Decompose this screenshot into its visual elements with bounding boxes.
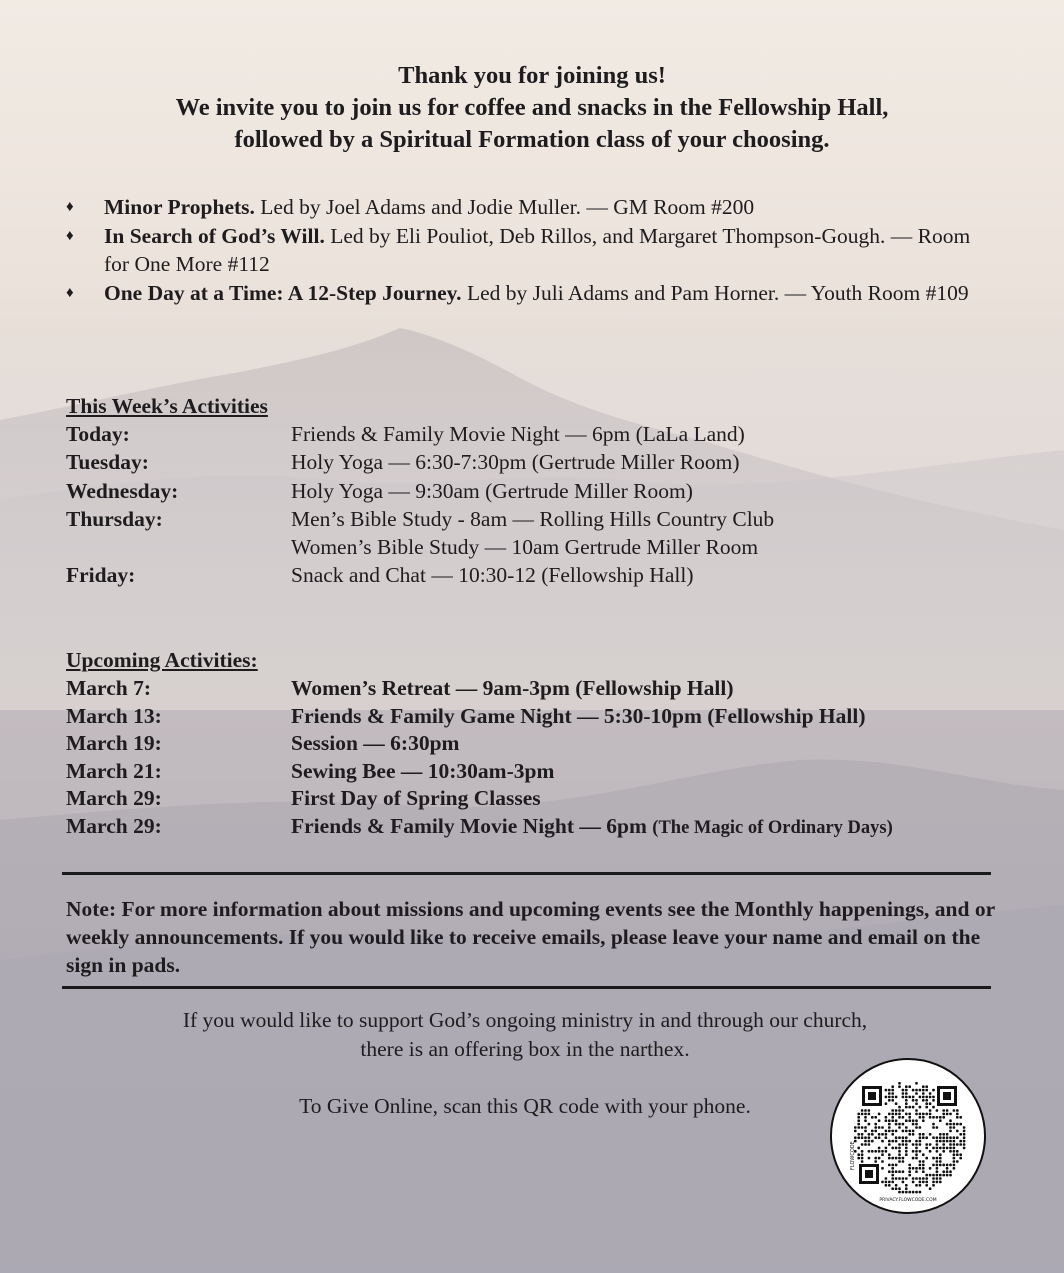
schedule-event: Sewing Bee — 10:30am-3pm bbox=[291, 758, 555, 783]
schedule-date: March 21: bbox=[66, 758, 162, 783]
schedule-day: Thursday: bbox=[66, 506, 163, 531]
diamond-bullet-icon: ♦ bbox=[66, 199, 74, 215]
qr-bottom-text: PRIVACY.FLOWCODE.COM bbox=[879, 1198, 937, 1203]
give-online-text: To Give Online, scan this QR code with your phone. bbox=[299, 1094, 751, 1118]
support-line-1: If you would like to support God’s ongoing ministry in and through our church, bbox=[182, 1008, 868, 1032]
schedule-event: Snack and Chat — 10:30-12 (Fellowship Hall) bbox=[291, 563, 694, 588]
intro-line-3: followed by a Spiritual Formation class of your choosing. bbox=[234, 126, 830, 153]
schedule-date: March 29: bbox=[66, 786, 162, 811]
this-week-schedule bbox=[66, 420, 1006, 590]
class-title: Minor Prophets. bbox=[104, 195, 255, 219]
table-row bbox=[66, 477, 1006, 505]
schedule-event: Holy Yoga — 6:30-7:30pm (Gertrude Miller Room) bbox=[291, 450, 740, 475]
schedule-date: March 19: bbox=[66, 731, 162, 756]
qr-code-icon[interactable] bbox=[830, 1058, 986, 1214]
diamond-bullet-icon: ♦ bbox=[66, 284, 74, 301]
schedule-event: Holy Yoga — 9:30am (Gertrude Miller Room) bbox=[291, 478, 693, 503]
schedule-event-subtitle: (The Magic of Ordinary Days) bbox=[652, 817, 893, 838]
support-message bbox=[0, 1006, 1050, 1063]
class-details: Led by Eli Pouliot, Deb Rillos, and Margaret Thompson-Gough. — Room for One More #112 bbox=[104, 223, 971, 276]
list-item bbox=[66, 279, 986, 308]
table-row bbox=[66, 533, 1006, 561]
schedule-event-group bbox=[291, 812, 893, 842]
schedule-day: Tuesday: bbox=[66, 450, 149, 475]
table-row bbox=[66, 420, 1006, 448]
class-details: Led by Juli Adams and Pam Horner. — Youth Room #109 bbox=[461, 280, 969, 305]
upcoming-heading: Upcoming Activities: bbox=[66, 648, 258, 672]
table-row bbox=[66, 702, 1006, 730]
schedule-event: Friends & Family Movie Night — 6pm bbox=[291, 813, 647, 838]
this-week-heading: This Week’s Activities bbox=[66, 394, 268, 418]
schedule-event: Session — 6:30pm bbox=[291, 731, 460, 756]
table-row bbox=[66, 784, 1006, 812]
intro-line-2: We invite you to join us for coffee and snacks in the Fellowship Hall, bbox=[175, 94, 889, 121]
schedule-date: March 7: bbox=[66, 676, 151, 700]
intro-heading bbox=[0, 60, 1064, 156]
table-row bbox=[66, 674, 1006, 702]
divider bbox=[62, 872, 991, 875]
table-row bbox=[66, 448, 1006, 476]
schedule-day: Today: bbox=[66, 422, 130, 446]
schedule-event: Women’s Bible Study — 10am Gertrude Miller Room bbox=[291, 535, 759, 560]
table-row bbox=[66, 561, 1006, 589]
class-title: In Search of God’s Will. bbox=[104, 223, 325, 248]
qr-side-text: FLOWCODE bbox=[850, 1141, 856, 1170]
table-row bbox=[66, 812, 1006, 840]
table-row bbox=[66, 729, 1006, 757]
schedule-date: March 29: bbox=[66, 813, 162, 838]
schedule-day: Wednesday: bbox=[66, 478, 179, 503]
divider bbox=[62, 986, 991, 989]
schedule-day: Friday: bbox=[66, 563, 136, 588]
schedule-event: Women’s Retreat — 9am-3pm (Fellowship Hall) bbox=[291, 676, 734, 700]
upcoming-schedule bbox=[66, 674, 1006, 840]
class-title: One Day at a Time: A 12-Step Journey. bbox=[104, 280, 462, 305]
schedule-event: Men’s Bible Study - 8am — Rolling Hills Country Club bbox=[291, 506, 775, 531]
list-item bbox=[66, 222, 986, 279]
schedule-event: Friends & Family Movie Night — 6pm (LaLa Land) bbox=[291, 422, 745, 446]
schedule-event: Friends & Family Game Night — 5:30-10pm (Fellowship Hall) bbox=[291, 703, 866, 728]
class-list bbox=[66, 193, 986, 307]
intro-line-1: Thank you for joining us! bbox=[398, 62, 666, 89]
list-item bbox=[66, 193, 986, 222]
class-details: Led by Joel Adams and Jodie Muller. — GM Room #200 bbox=[254, 195, 755, 219]
support-line-2: there is an offering box in the narthex. bbox=[360, 1036, 690, 1061]
schedule-date: March 13: bbox=[66, 703, 162, 728]
table-row bbox=[66, 505, 1006, 533]
table-row bbox=[66, 757, 1006, 785]
note-paragraph: Note: For more information about missions and upcoming events see the Monthly happenings, and or weekly announcements. If you would like to receive emails, please leave your name and email on the sign in pads. bbox=[66, 897, 995, 977]
diamond-bullet-icon: ♦ bbox=[66, 227, 74, 244]
schedule-event: First Day of Spring Classes bbox=[291, 786, 541, 811]
